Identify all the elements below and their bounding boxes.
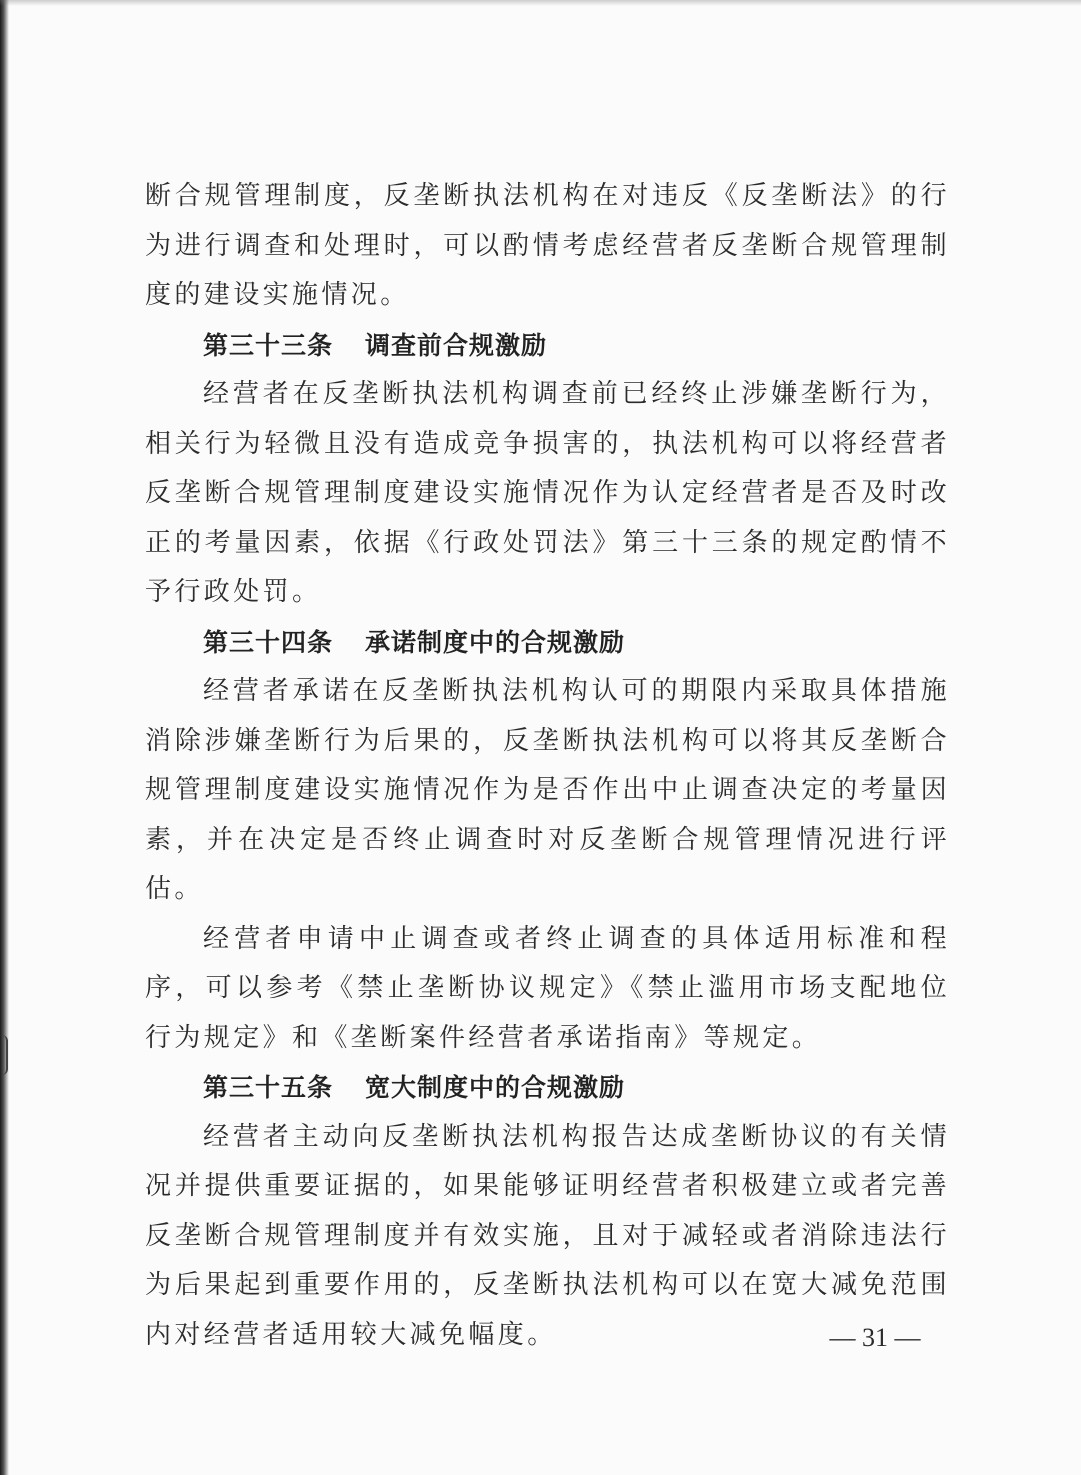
- scan-edge-top: [0, 0, 1081, 6]
- article-35-number: 第三十五条: [203, 1073, 334, 1102]
- paragraph-continued: 断合规管理制度，反垄断执法机构在对违反《反垄断法》的行为进行调查和处理时，可以酌情考虑经营者反垄断合规管理制度的建设实施情况。: [145, 181, 950, 310]
- article-34-heading: [145, 618, 950, 668]
- article-35-heading: [145, 1063, 950, 1113]
- document-body: [145, 172, 950, 1360]
- article-34-title: 承诺制度中的合规激励: [365, 627, 626, 657]
- article-33-title: 调查前合规激励: [365, 330, 548, 360]
- article-34-paragraph-1: 经营者承诺在反垄断执法机构认可的期限内采取具体措施消除涉嫌垄断行为后果的，反垄断执法机构可以将其反垄断合规管理制度建设实施情况作为是否作出中止调查决定的考量因素，并在决定是否终止调查时对反垄断合规管理情况进行评估。: [145, 676, 950, 904]
- article-34-paragraph-2: 经营者申请中止调查或者终止调查的具体适用标准和程序，可以参考《禁止垄断协议规定》《禁止滥用市场支配地位行为规定》和《垄断案件经营者承诺指南》等规定。: [145, 923, 950, 1053]
- article-33-paragraph: 经营者在反垄断执法机构调查前已经终止涉嫌垄断行为，相关行为轻微且没有造成竞争损害的，执法机构可以将经营者反垄断合规管理制度建设实施情况作为认定经营者是否及时改正的考量因素，依据《行政处罚法》第三十三条的规定酌情不予行政处罚。: [145, 379, 950, 607]
- article-35-paragraph: 经营者主动向反垄断执法机构报告达成垄断协议的有关情况并提供重要证据的，如果能够证明经营者积极建立或者完善反垄断合规管理制度并有效实施，且对于减轻或者消除违法行为后果起到重要作用的，反垄断执法机构可以在宽大减免范围内对经营者适用较大减免幅度。: [145, 1121, 950, 1350]
- article-33-number: 第三十三条: [203, 330, 334, 360]
- article-34-number: 第三十四条: [203, 627, 334, 657]
- page-number: — 31 —: [829, 1323, 921, 1352]
- scan-binding-mark: [0, 1035, 8, 1075]
- article-35-title: 宽大制度中的合规激励: [365, 1073, 626, 1102]
- article-33-heading: [145, 321, 950, 371]
- scan-edge-left: [0, 0, 9, 1475]
